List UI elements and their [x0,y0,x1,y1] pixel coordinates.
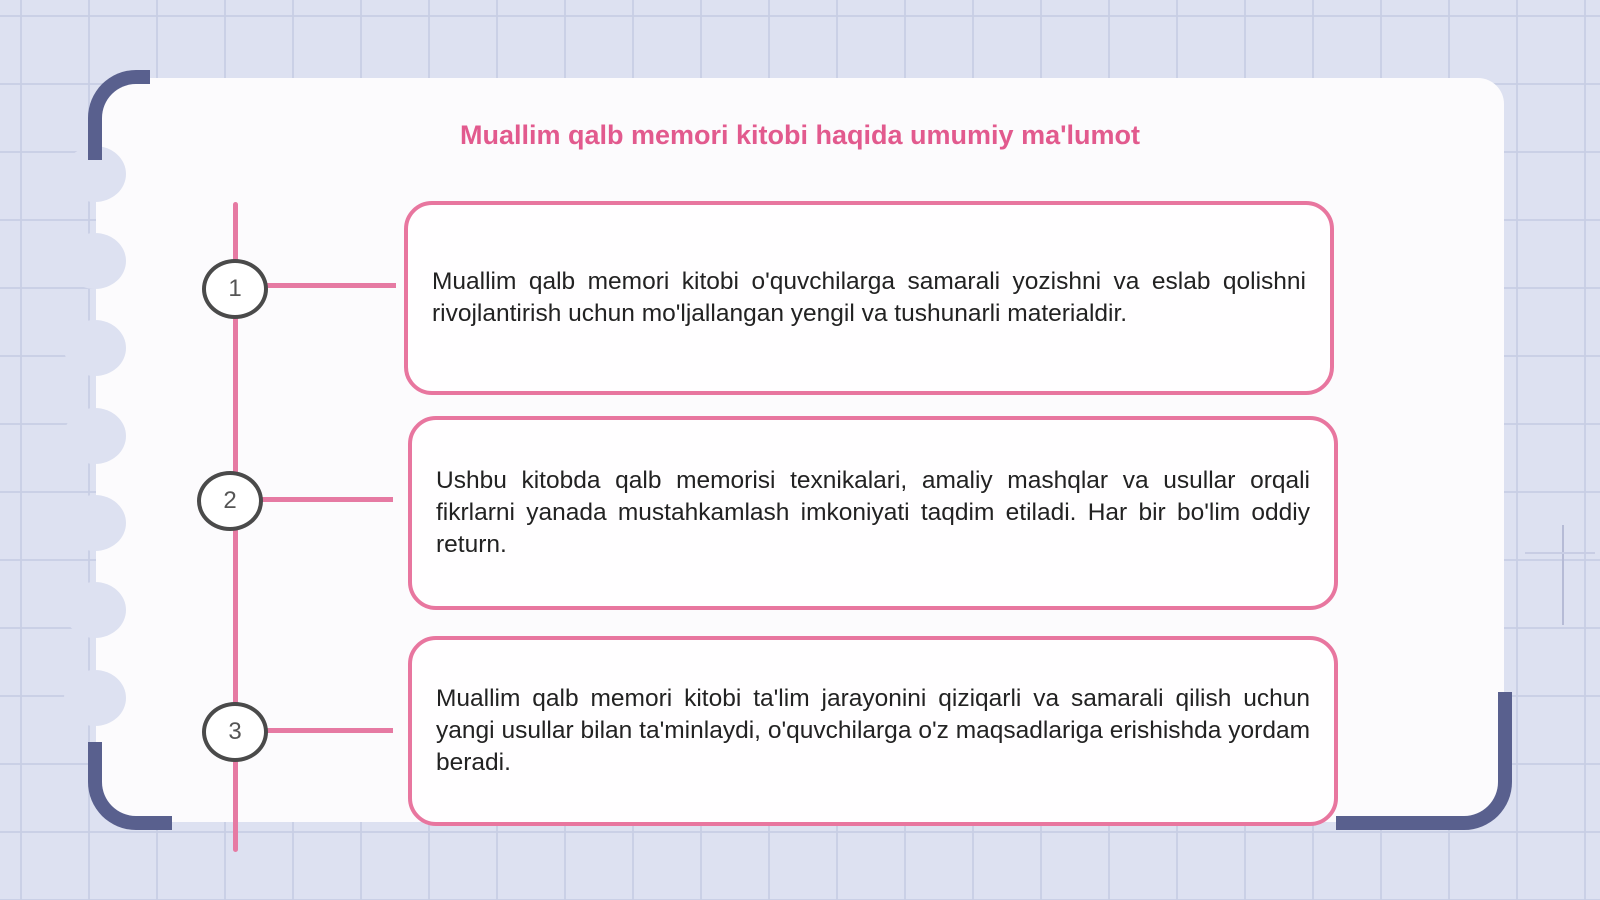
paper-notch [64,582,126,638]
step-marker-2 [197,471,263,531]
info-card-3 [408,636,1338,826]
decorative-line [1525,552,1595,554]
step-number: 1 [228,275,242,302]
info-card-text: Muallim qalb memori kitobi o'quvchilarga samarali yozishni va eslab qolishni rivojlantirish uchun mo'ljallangan yengil va tushunarli materialdir. [432,268,1306,327]
timeline-connector [262,497,393,502]
paper-notch [64,495,126,551]
decorative-line [1562,525,1564,625]
info-card-text: Ushbu kitobda qalb memorisi texnikalari, amaliy mashqlar va usullar orqali fikrlarni yanada mustahkamlash imkoniyati taqdim etiladi. Har bir bo'lim oddiy return. [436,467,1310,558]
frame-corner-bottom-left [88,742,172,830]
step-number: 2 [223,487,237,514]
info-card-text: Muallim qalb memori kitobi ta'lim jarayonini qiziqarli va samarali qilish uchun yangi usullar bilan ta'minlaydi, o'quvchilarga o'z maqsadlariga erishishda yordam beradi. [436,685,1310,776]
paper-notch [64,670,126,726]
info-card-1 [404,201,1334,395]
paper-notch [64,320,126,376]
slide-title: Muallim qalb memori kitobi haqida umumiy ma'lumot [459,120,1140,150]
timeline-connector [266,283,396,288]
step-number: 3 [228,718,242,745]
step-marker-1 [202,259,268,319]
frame-corner-bottom-right [1336,692,1512,830]
timeline-connector [266,728,393,733]
info-card-2 [408,416,1338,610]
paper-notch [64,408,126,464]
step-marker-3 [202,702,268,762]
frame-corner-top-left [88,70,150,160]
paper-notch [64,233,126,289]
